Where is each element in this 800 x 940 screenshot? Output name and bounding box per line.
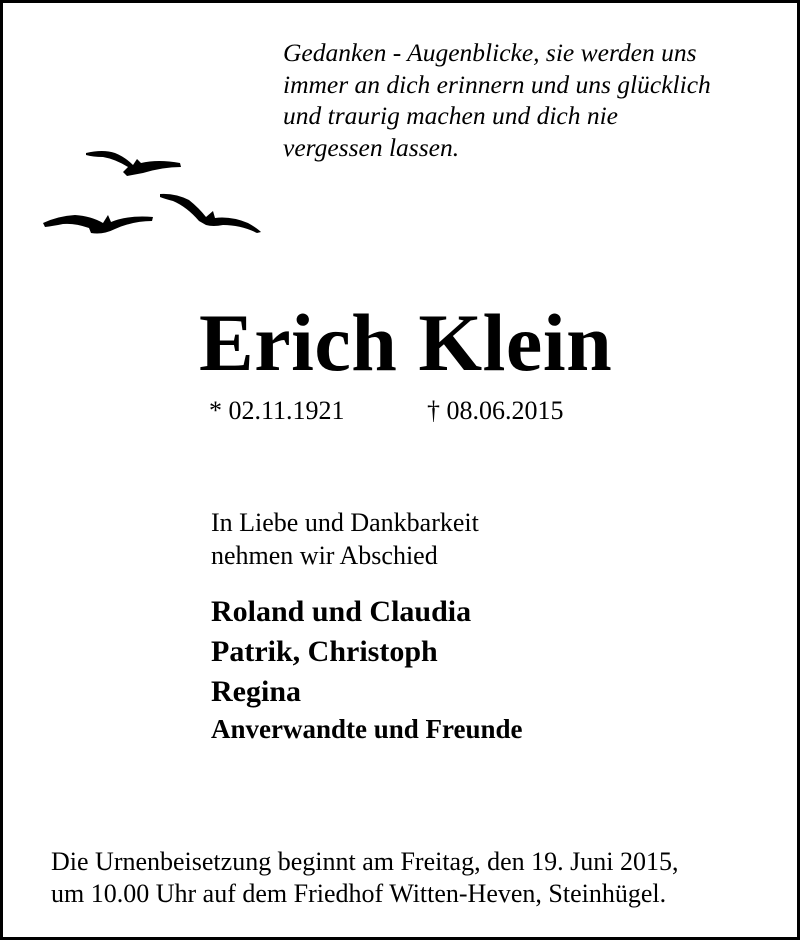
farewell-text — [211, 506, 479, 572]
bird-icon — [43, 215, 153, 234]
quote-line: vergessen lassen. — [283, 132, 460, 162]
bird-icon — [160, 194, 261, 233]
mourner: Anverwandte und Freunde — [211, 714, 523, 744]
farewell-line: nehmen wir Abschied — [211, 541, 438, 570]
info-line: um 10.00 Uhr auf dem Friedhof Witten-Heven, Steinhügel. — [51, 879, 667, 908]
death-date: † 08.06.2015 — [427, 396, 564, 425]
info-line: Die Urnenbeisetzung beginnt am Freitag, den 19. Juni 2015, — [51, 847, 679, 876]
quote-text — [283, 37, 711, 163]
quote-line: Gedanken - Augenblicke, sie werden uns — [283, 38, 697, 67]
funeral-info — [51, 846, 678, 910]
deceased-name: Erich Klein — [199, 297, 613, 388]
quote-line: immer an dich erinnern und uns glücklich — [283, 69, 711, 99]
birth-date: * 02.11.1921 — [209, 396, 345, 425]
farewell-line: In Liebe und Dankbarkeit — [211, 508, 479, 537]
bird-icon — [86, 151, 181, 176]
birds-illustration — [3, 3, 303, 263]
quote-line: und traurig machen und dich nie — [283, 101, 618, 130]
mourner: Patrik, Christoph — [211, 635, 438, 668]
mourner: Roland und Claudia — [211, 595, 472, 628]
mourner: Regina — [211, 675, 301, 708]
